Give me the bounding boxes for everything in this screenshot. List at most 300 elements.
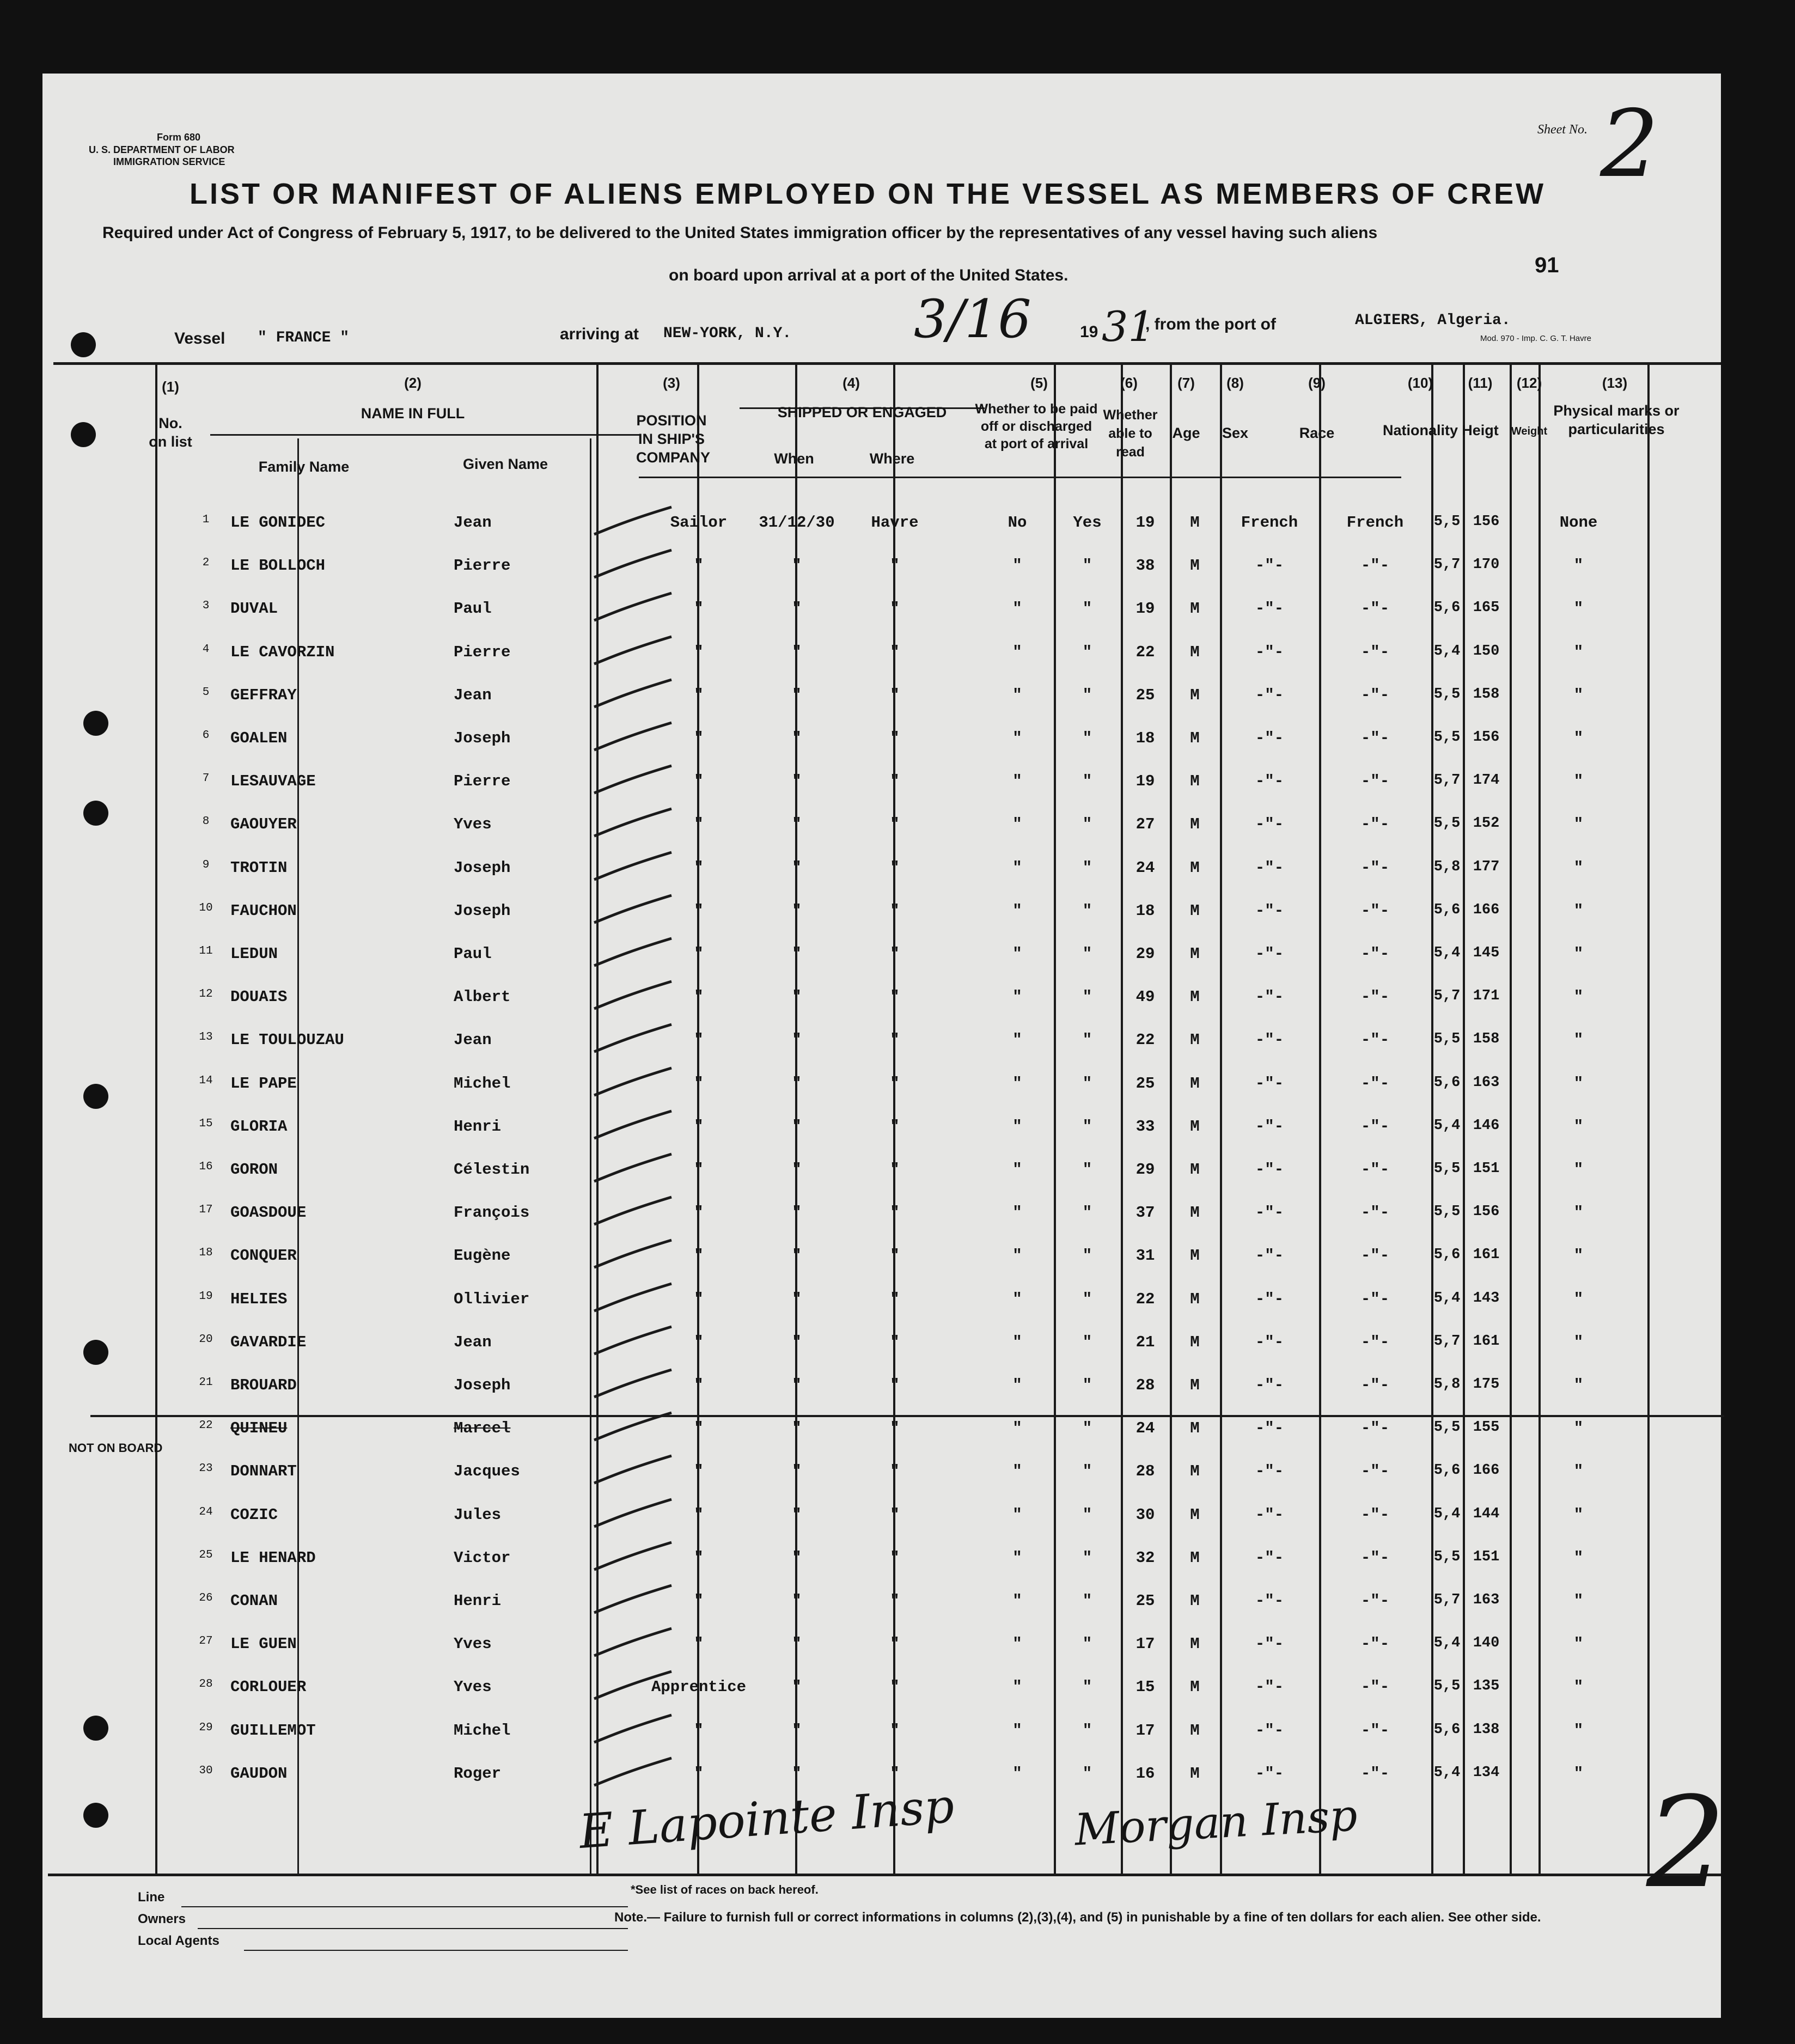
cell-no: 28 [199, 1678, 213, 1691]
cell-when: " [792, 1204, 802, 1222]
cell-given: Joseph [454, 858, 511, 877]
cell-when: " [792, 1592, 802, 1610]
col-2-number: (2) [404, 375, 422, 391]
cell-given: Marcel [454, 1419, 511, 1438]
cell-race: French [1241, 514, 1298, 532]
form-number: Form 680 [157, 132, 201, 143]
col-9-number: (9) [1308, 375, 1326, 391]
cell-given: Jean [454, 686, 492, 704]
check-mark-stroke [590, 1624, 677, 1662]
races-note: *See list of races on back hereof. [631, 1883, 819, 1896]
col-3-number: (3) [663, 375, 680, 391]
cell-no: 30 [199, 1764, 213, 1777]
col-weight-header: Weight [1511, 425, 1548, 437]
cell-no: 7 [202, 772, 210, 785]
cell-given: Eugène [454, 1247, 511, 1265]
cell-where: " [890, 1290, 900, 1308]
cell-no: 8 [202, 815, 210, 828]
cell-where: " [890, 815, 900, 834]
cell-nat: -"- [1360, 557, 1390, 575]
cell-paid: " [1012, 1721, 1022, 1740]
cell-no: 15 [199, 1117, 213, 1130]
check-mark-stroke [590, 1365, 677, 1404]
cell-race: -"- [1255, 1592, 1284, 1610]
cell-no: 26 [199, 1592, 213, 1604]
cell-family: LE CAVORZIN [230, 643, 335, 661]
cell-age: 22 [1135, 1031, 1155, 1050]
cell-position: " [694, 772, 704, 791]
cell-paid: " [1012, 1333, 1022, 1351]
cell-no: 6 [202, 729, 210, 742]
cell-nat: -"- [1360, 1592, 1390, 1610]
cell-where: " [890, 1764, 900, 1783]
cell-paid: " [1012, 772, 1022, 791]
column-rule [155, 365, 157, 1874]
cell-no: 13 [199, 1031, 213, 1044]
cell-age: 25 [1135, 1074, 1155, 1093]
cell-position: Apprentice [651, 1678, 747, 1697]
punch-hole [83, 1084, 108, 1109]
arriving-label: arriving at [560, 325, 639, 343]
cell-marks: None [1559, 514, 1598, 532]
cell-family: LE BOLLOCH [230, 557, 326, 575]
cell-marks: " [1573, 1721, 1584, 1740]
cell-family: CORLOUER [230, 1678, 307, 1697]
cell-given: Célestin [454, 1161, 530, 1179]
cell-height: 5,5 [1433, 1419, 1461, 1436]
cell-nat: -"- [1360, 858, 1390, 877]
cell-height: 5,5 [1433, 514, 1461, 530]
cell-weight: 143 [1473, 1290, 1500, 1307]
from-port: ALGIERS, Algeria. [1355, 312, 1511, 329]
page-count: 91 [1535, 253, 1559, 277]
cell-family: GAOUYER [230, 815, 297, 834]
cell-nat: -"- [1360, 1678, 1390, 1697]
cell-position: " [694, 1031, 704, 1050]
cell-nat: -"- [1360, 1117, 1390, 1136]
cell-marks: " [1573, 815, 1584, 834]
year-suffix: 31 [1102, 302, 1155, 351]
cell-sex: M [1190, 901, 1200, 920]
col-where-header: Where [869, 450, 915, 467]
cell-height: 5,8 [1433, 1376, 1461, 1393]
cell-race: -"- [1255, 1290, 1284, 1308]
cell-sex: M [1190, 1031, 1200, 1050]
cell-given: Michel [454, 1074, 511, 1093]
col-12-number: (12) [1516, 375, 1542, 391]
cell-paid: " [1012, 1074, 1022, 1093]
cell-no: 18 [199, 1247, 213, 1260]
cell-age: 17 [1135, 1721, 1155, 1740]
cell-sex: M [1190, 1635, 1200, 1653]
cell-sex: M [1190, 1161, 1200, 1179]
cell-height: 5,4 [1433, 1117, 1461, 1134]
cell-age: 22 [1135, 643, 1155, 661]
check-mark-stroke [590, 1667, 677, 1705]
cell-paid: " [1012, 1764, 1022, 1783]
cell-family: LESAUVAGE [230, 772, 316, 791]
cell-weight: 161 [1473, 1333, 1500, 1350]
cell-age: 16 [1135, 1764, 1155, 1783]
col-11-number: (11) [1468, 375, 1493, 391]
cell-paid: " [1012, 1505, 1022, 1524]
manifest-sheet [42, 74, 1726, 2018]
cell-nat: -"- [1360, 1764, 1390, 1783]
header-sub-rule [639, 477, 1401, 478]
cell-weight: 171 [1473, 988, 1500, 1005]
cell-where: " [890, 1419, 900, 1438]
cell-when: " [792, 1721, 802, 1740]
cell-weight: 146 [1473, 1117, 1500, 1134]
cell-marks: " [1573, 1117, 1584, 1136]
cell-race: -"- [1255, 643, 1284, 661]
check-mark-stroke [590, 1279, 677, 1317]
cell-given: Henri [454, 1592, 502, 1610]
col-when-header: When [774, 450, 814, 467]
cell-height: 5,5 [1433, 686, 1461, 703]
cell-family: FAUCHON [230, 901, 297, 920]
cell-sex: M [1190, 1548, 1200, 1567]
cell-given: Paul [454, 600, 492, 618]
cell-marks: " [1573, 1548, 1584, 1567]
cell-given: Henri [454, 1117, 502, 1136]
cell-read: " [1082, 1247, 1092, 1265]
cell-height: 5,4 [1433, 1505, 1461, 1522]
cell-age: 21 [1135, 1333, 1155, 1351]
cell-age: 25 [1135, 1592, 1155, 1610]
cell-given: Jean [454, 1031, 492, 1050]
cell-where: " [890, 1635, 900, 1653]
col-given-header: Given Name [462, 456, 548, 472]
col-position-header: POSITION IN SHIP'S COMPANY [636, 412, 711, 466]
cell-race: -"- [1255, 1333, 1284, 1351]
footer-owners-label: Owners [138, 1912, 186, 1926]
cell-when: " [792, 557, 802, 575]
cell-height: 5,5 [1433, 815, 1461, 832]
cell-family: BROUARD [230, 1376, 297, 1394]
footer-agents-rule [244, 1950, 628, 1951]
cell-given: François [454, 1204, 530, 1222]
cell-where: " [890, 729, 900, 747]
cell-weight: 158 [1473, 686, 1500, 703]
cell-no: 19 [199, 1290, 213, 1303]
cell-race: -"- [1255, 729, 1284, 747]
cell-given: Jean [454, 514, 492, 532]
col-read-header: Whether able to read [1103, 407, 1158, 460]
check-mark-stroke [590, 761, 677, 800]
cell-read: " [1082, 901, 1092, 920]
cell-paid: " [1012, 1204, 1022, 1222]
cell-weight: 150 [1473, 643, 1500, 660]
cell-race: -"- [1255, 1462, 1284, 1481]
cell-nat: -"- [1360, 1290, 1390, 1308]
vessel-name: " FRANCE " [258, 330, 350, 346]
cell-no: 24 [199, 1505, 213, 1518]
form-subtitle-2: on board upon arrival at a port of the United States. [669, 266, 1069, 284]
cell-weight: 163 [1473, 1074, 1500, 1091]
cell-read: " [1082, 1161, 1092, 1179]
cell-age: 18 [1135, 901, 1155, 920]
cell-when: " [792, 1548, 802, 1567]
cell-given: Victor [454, 1548, 511, 1567]
cell-age: 19 [1135, 772, 1155, 791]
cell-no: 20 [199, 1333, 213, 1346]
cell-given: Pierre [454, 643, 511, 661]
cell-marks: " [1573, 1074, 1584, 1093]
cell-read: " [1082, 1204, 1092, 1222]
cell-nat: -"- [1360, 901, 1390, 920]
cell-marks: " [1573, 1247, 1584, 1265]
cell-paid: " [1012, 1592, 1022, 1610]
cell-no: 21 [199, 1376, 213, 1389]
cell-age: 30 [1135, 1505, 1155, 1524]
cell-race: -"- [1255, 1074, 1284, 1093]
cell-weight: 151 [1473, 1548, 1500, 1565]
cell-when: " [792, 1505, 802, 1524]
col-height-header: Heigt [1462, 422, 1499, 438]
cell-family: GEFFRAY [230, 686, 297, 704]
cell-weight: 163 [1473, 1592, 1500, 1608]
cell-no: 10 [199, 901, 213, 914]
cell-position: " [694, 901, 704, 920]
vessel-label: Vessel [174, 330, 225, 347]
cell-position: " [694, 815, 704, 834]
cell-weight: 152 [1473, 815, 1500, 832]
cell-where: " [890, 600, 900, 618]
cell-read: " [1082, 1678, 1092, 1697]
cell-read: " [1082, 1074, 1092, 1093]
cell-sex: M [1190, 1505, 1200, 1524]
cell-race: -"- [1255, 1548, 1284, 1567]
cell-when: " [792, 1031, 802, 1050]
cell-position: " [694, 858, 704, 877]
check-mark-stroke [590, 675, 677, 713]
cell-no: 5 [202, 686, 210, 699]
cell-when: 31/12/30 [759, 514, 835, 532]
cell-weight: 170 [1473, 557, 1500, 573]
cell-paid: " [1012, 1161, 1022, 1179]
cell-sex: M [1190, 1074, 1200, 1093]
cell-when: " [792, 1247, 802, 1265]
year-prefix: 19 [1080, 323, 1098, 341]
col-nationality-header: Nationality [1382, 422, 1458, 438]
cell-paid: " [1012, 815, 1022, 834]
cell-height: 5,6 [1433, 1074, 1461, 1091]
cell-sex: M [1190, 945, 1200, 963]
cell-sex: M [1190, 557, 1200, 575]
check-mark-stroke [590, 503, 677, 541]
cell-paid: " [1012, 1117, 1022, 1136]
cell-race: -"- [1255, 1764, 1284, 1783]
cell-read: " [1082, 1505, 1092, 1524]
cell-race: -"- [1255, 1204, 1284, 1222]
cell-paid: " [1012, 1376, 1022, 1394]
cell-read: " [1082, 1419, 1092, 1438]
cell-height: 5,6 [1433, 600, 1461, 617]
cell-height: 5,6 [1433, 1462, 1461, 1479]
cell-sex: M [1190, 1592, 1200, 1610]
mod-note: Mod. 970 - Imp. C. G. T. Havre [1480, 334, 1591, 343]
cell-family: GOALEN [230, 729, 288, 747]
cell-given: Jacques [454, 1462, 520, 1481]
cell-height: 5,4 [1433, 643, 1461, 660]
cell-age: 29 [1135, 945, 1155, 963]
cell-where: " [890, 901, 900, 920]
cell-weight: 144 [1473, 1505, 1500, 1522]
cell-height: 5,7 [1433, 557, 1461, 573]
cell-marks: " [1573, 1678, 1584, 1697]
cell-position: " [694, 1290, 704, 1308]
cell-family: CONAN [230, 1592, 278, 1610]
cell-read: " [1082, 1635, 1092, 1653]
col-no-header: No. on list [149, 415, 192, 450]
cell-when: " [792, 1290, 802, 1308]
cell-position: " [694, 600, 704, 618]
cell-no: 17 [199, 1204, 213, 1217]
col-13-number: (13) [1602, 375, 1628, 391]
cell-weight: 166 [1473, 901, 1500, 918]
cell-paid: " [1012, 1678, 1022, 1697]
cell-read: " [1082, 1462, 1092, 1481]
col-race-header: Race [1299, 425, 1335, 441]
cell-read: " [1082, 1333, 1092, 1351]
cell-marks: " [1573, 1592, 1584, 1610]
col-shipped-header: SHIPPED OR ENGAGED [777, 404, 947, 420]
col-4-number: (4) [842, 375, 860, 391]
cell-marks: " [1573, 1505, 1584, 1524]
cell-race: -"- [1255, 600, 1284, 618]
cell-position: " [694, 1333, 704, 1351]
punch-hole [71, 332, 96, 357]
cell-race: -"- [1255, 815, 1284, 834]
cell-given: Michel [454, 1721, 511, 1740]
cell-family: LE GUEN [230, 1635, 297, 1653]
cell-marks: " [1573, 1376, 1584, 1394]
form-title: LIST OR MANIFEST OF ALIENS EMPLOYED ON THE VESSEL AS MEMBERS OF CREW [190, 178, 1546, 210]
cell-race: -"- [1255, 1678, 1284, 1697]
col-age-header: Age [1172, 425, 1200, 441]
cell-when: " [792, 1117, 802, 1136]
cell-read: " [1082, 815, 1092, 834]
cell-position: " [694, 1074, 704, 1093]
cell-nat: -"- [1360, 1247, 1390, 1265]
cell-marks: " [1573, 1764, 1584, 1783]
cell-nat: -"- [1360, 1548, 1390, 1567]
cell-height: 5,6 [1433, 901, 1461, 918]
cell-position: " [694, 1635, 704, 1653]
cell-no: 22 [199, 1419, 213, 1432]
punch-hole [71, 422, 96, 447]
cell-no: 29 [199, 1721, 213, 1734]
col-sex-header: Sex [1222, 425, 1249, 441]
cell-marks: " [1573, 858, 1584, 877]
check-mark-stroke [590, 977, 677, 1015]
check-mark-stroke [590, 934, 677, 972]
cell-position: " [694, 1505, 704, 1524]
cell-race: -"- [1255, 1721, 1284, 1740]
cell-read: " [1082, 557, 1092, 575]
cell-sex: M [1190, 772, 1200, 791]
check-mark-stroke [590, 1711, 677, 1749]
cell-race: -"- [1255, 1117, 1284, 1136]
cell-sex: M [1190, 1678, 1200, 1697]
cell-given: Albert [454, 988, 511, 1006]
cell-paid: " [1012, 729, 1022, 747]
cell-family: TROTIN [230, 858, 288, 877]
cell-height: 5,4 [1433, 1290, 1461, 1307]
cell-family: GORON [230, 1161, 278, 1179]
table-bottom-rule [48, 1874, 1721, 1876]
cell-marks: " [1573, 600, 1584, 618]
cell-race: -"- [1255, 945, 1284, 963]
not-on-board-rule [90, 1415, 1724, 1417]
check-mark-stroke [590, 1322, 677, 1360]
cell-where: " [890, 1462, 900, 1481]
cell-nat: -"- [1360, 1505, 1390, 1524]
cell-height: 5,5 [1433, 1031, 1461, 1048]
cell-age: 17 [1135, 1635, 1155, 1653]
cell-family: DONNART [230, 1462, 297, 1481]
cell-marks: " [1573, 557, 1584, 575]
cell-race: -"- [1255, 772, 1284, 791]
cell-race: -"- [1255, 1161, 1284, 1179]
cell-position: " [694, 1721, 704, 1740]
check-mark-stroke [590, 1064, 677, 1102]
cell-where: " [890, 1548, 900, 1567]
cell-weight: 175 [1473, 1376, 1500, 1393]
cell-where: " [890, 1161, 900, 1179]
cell-age: 37 [1135, 1204, 1155, 1222]
col-marks-header: Physical marks or particularities [1553, 402, 1680, 437]
cell-weight: 156 [1473, 514, 1500, 530]
cell-age: 24 [1135, 1419, 1155, 1438]
cell-paid: " [1012, 600, 1022, 618]
cell-marks: " [1573, 945, 1584, 963]
cell-where: " [890, 557, 900, 575]
cell-weight: 174 [1473, 772, 1500, 789]
cell-position: Sailor [670, 514, 728, 532]
check-mark-stroke [590, 1193, 677, 1231]
cell-read: " [1082, 1376, 1092, 1394]
cell-read: " [1082, 643, 1092, 661]
cell-sex: M [1190, 815, 1200, 834]
cell-where: " [890, 1721, 900, 1740]
name-header-rule [210, 434, 640, 436]
cell-age: 15 [1135, 1678, 1155, 1697]
cell-given: Joseph [454, 729, 511, 747]
cell-age: 29 [1135, 1161, 1155, 1179]
cell-no: 27 [199, 1635, 213, 1648]
cell-position: " [694, 988, 704, 1006]
cell-height: 5,7 [1433, 1333, 1461, 1350]
inspector-signature-2: Morgan Insp [1073, 1790, 1359, 1856]
cell-position: " [694, 1462, 704, 1481]
cell-read: " [1082, 1592, 1092, 1610]
col-family-header: Family Name [258, 459, 350, 475]
cell-nat: French [1346, 514, 1404, 532]
cell-height: 5,6 [1433, 1247, 1461, 1264]
cell-family: GOASDOUE [230, 1204, 307, 1222]
cell-family: GUILLEMOT [230, 1721, 316, 1740]
cell-family: LE PAPE [230, 1074, 297, 1093]
cell-nat: -"- [1360, 1161, 1390, 1179]
cell-given: Pierre [454, 772, 511, 791]
footer-owners-rule [198, 1928, 628, 1929]
cell-given: Ollivier [454, 1290, 530, 1308]
cell-weight: 158 [1473, 1031, 1500, 1048]
cell-age: 27 [1135, 815, 1155, 834]
cell-nat: -"- [1360, 1204, 1390, 1222]
